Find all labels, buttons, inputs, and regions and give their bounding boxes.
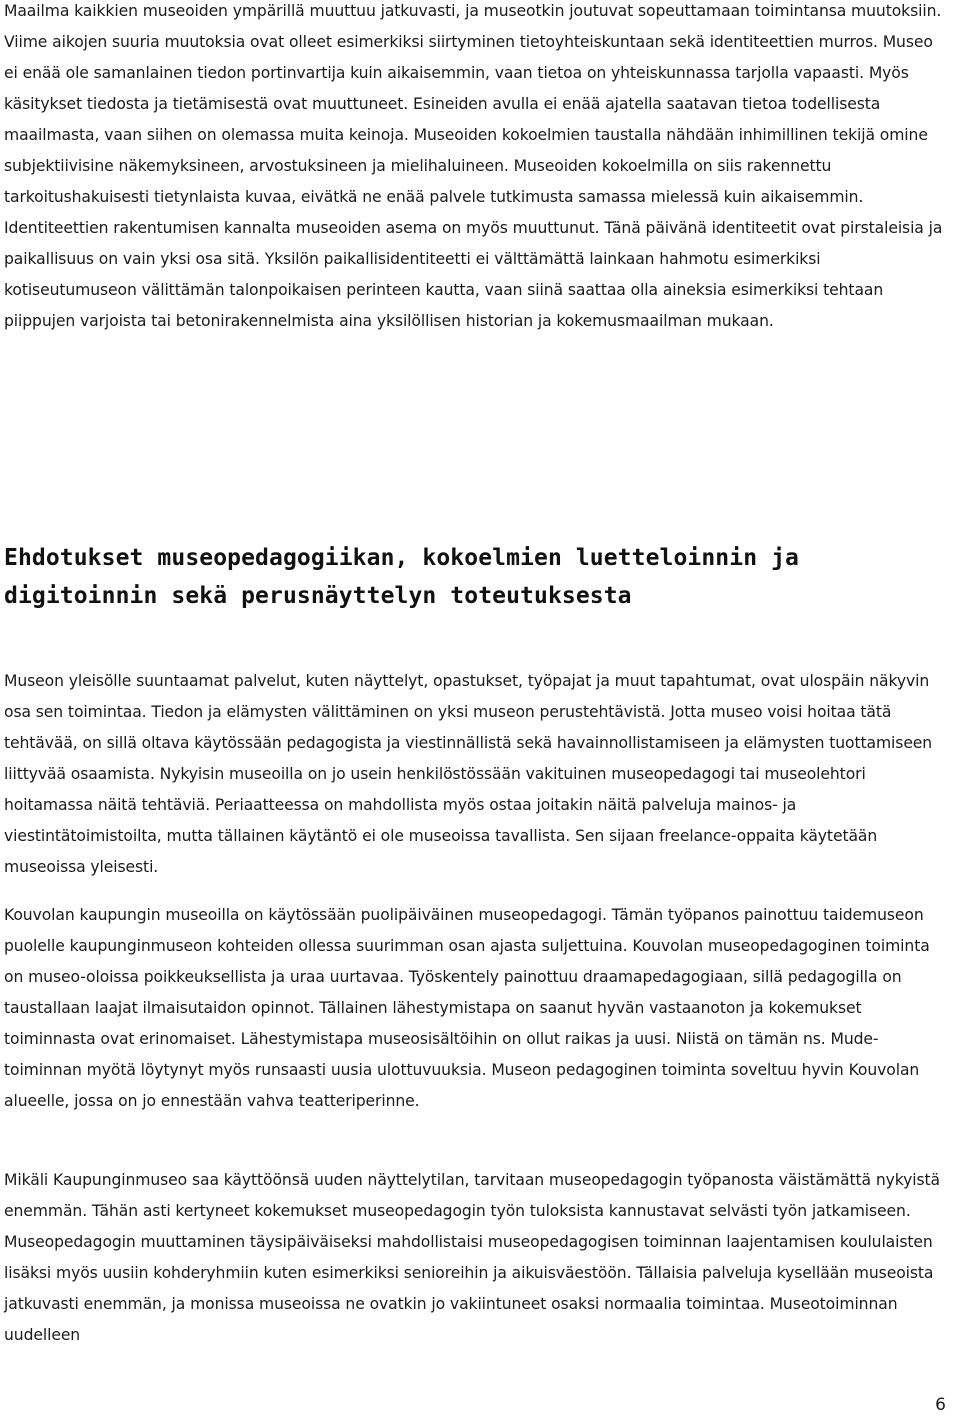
paragraph-kouvola: Kouvolan kaupungin museoilla on käytössään puolipäiväinen museopedagogi. Tämän työpanos painottuu taidemuseon puolelle kaupunginmuseon kohteiden ollessa suurimman osan ajasta suljettuina. Kouvolan museopedagoginen toiminta on museo-oloissa poikkeuksellista ja uraa uurtavaa. Työskentely painottuu draamapedagogiaan, sillä pedagogilla on taustallaan laajat ilmaisutaidon opinnot. Tällainen lähestymistapa on saanut hyvän vastaanoton ja kokemukset toiminnasta ovat erinomaiset. Lähestymistapa museosisältöihin on ollut raikas ja uusi. Niistä on tämän ns. Mude-toiminnan myötä löytynyt myös runsaasti uusia ulottuvuuksia. Museon pedagoginen toiminta soveltuu hyvin Kouvolan alueelle, jossa on jo ennestään vahva teatteriperinne. xyxy=(4,906,930,1110)
paragraph-services: Museon yleisölle suuntaamat palvelut, kuten näyttelyt, opastukset, työpajat ja muut tapahtumat, ovat ulospäin näkyvin osa sen toimintaa. Tiedon ja elämysten välittäminen on yksi museon perustehtävistä. Jotta museo voisi hoitaa tätä tehtävää, on sillä oltava käytössään pedagogista ja viestinnällistä sekä havainnollistamiseen ja elämysten tuottamiseen liittyvää osaamista. Nykyisin museoilla on jo usein henkilöstössään vakituinen museopedagogi tai museolehtori hoitamassa näitä tehtäviä. Periaatteessa on mahdollista myös ostaa joitakin näitä palveluja mainos- ja viestintätoimistoilta, mutta tällainen käytäntö ei ole museoissa tavallista. Sen sijaan freelance-oppaita käytetään museoissa yleisesti. xyxy=(4,672,933,876)
page-number: 6 xyxy=(935,1395,946,1415)
paragraph-new-space: Mikäli Kaupunginmuseo saa käyttöönsä uuden näyttelytilan, tarvitaan museopedagogin työpanosta väistämättä nykyistä enemmän. Tähän asti kertyneet kokemukset museopedagogin työn tuloksista kannustavat selvästi työn jatkamiseen. Museopedagogin muuttaminen täysipäiväiseksi mahdollistaisi museopedagogisen toiminnan laajentamisen koululaisten lisäksi myös uusiin kohderyhmiin kuten esimerkiksi senioreihin ja aikuisväestöön. Tällaisia palveluja kysellään museoista jatkuvasti enemmän, ja monissa museoissa ne ovatkin jo vakiintuneet osaksi normaalia toimintaa. Museotoiminnan uudelleen xyxy=(4,1171,940,1344)
paragraph-intro: Maailma kaikkien museoiden ympärillä muuttuu jatkuvasti, ja museotkin joutuvat sopeuttamaan toimintansa muutoksiin. Viime aikojen suuria muutoksia ovat olleet esimerkiksi siirtyminen tietoyhteiskuntaan sekä identiteettien murros. Museo ei enää ole samanlainen tiedon portinvartija kuin aikaisemmin, vaan tietoa on yhteiskunnassa tarjolla vapaasti. Myös käsitykset tiedosta ja tietämisestä ovat muuttuneet. Esineiden avulla ei enää ajatella saatavan tietoa todellisesta maailmasta, vaan siihen on olemassa muita keinoja. Museoiden kokoelmien taustalla nähdään inhimillinen tekijä omine subjektiivisine näkemyksineen, arvostuksineen ja mielihaluineen. Museoiden kokoelmilla on siis rakennettu tarkoitushakuisesti tietynlaista kuvaa, eivätkä ne enää palvele tutkimusta samassa mielessä kuin aikaisemmin. Identiteettien rakentumisen kannalta museoiden asema on myös muuttunut. Tänä päivänä identiteetit ovat pirstaleisia ja paikallisuus on vain yksi osa sitä. Yksilön paikallisidentiteetti ei välttämättä lainkaan hahmotu esimerkiksi kotiseutumuseon välittämän talonpoikaisen perinteen kautta, vaan siinä saattaa olla aineksia esimerkiksi tehtaan piippujen varjoista tai betonirakennelmista aina yksilöllisen historian ja kokemusmaailman mukaan. xyxy=(4,2,943,330)
section-heading: Ehdotukset museopedagogiikan, kokoelmien luetteloinnin ja digitoinnin sekä perusnäyttelyn toteutuksesta xyxy=(4,545,799,609)
